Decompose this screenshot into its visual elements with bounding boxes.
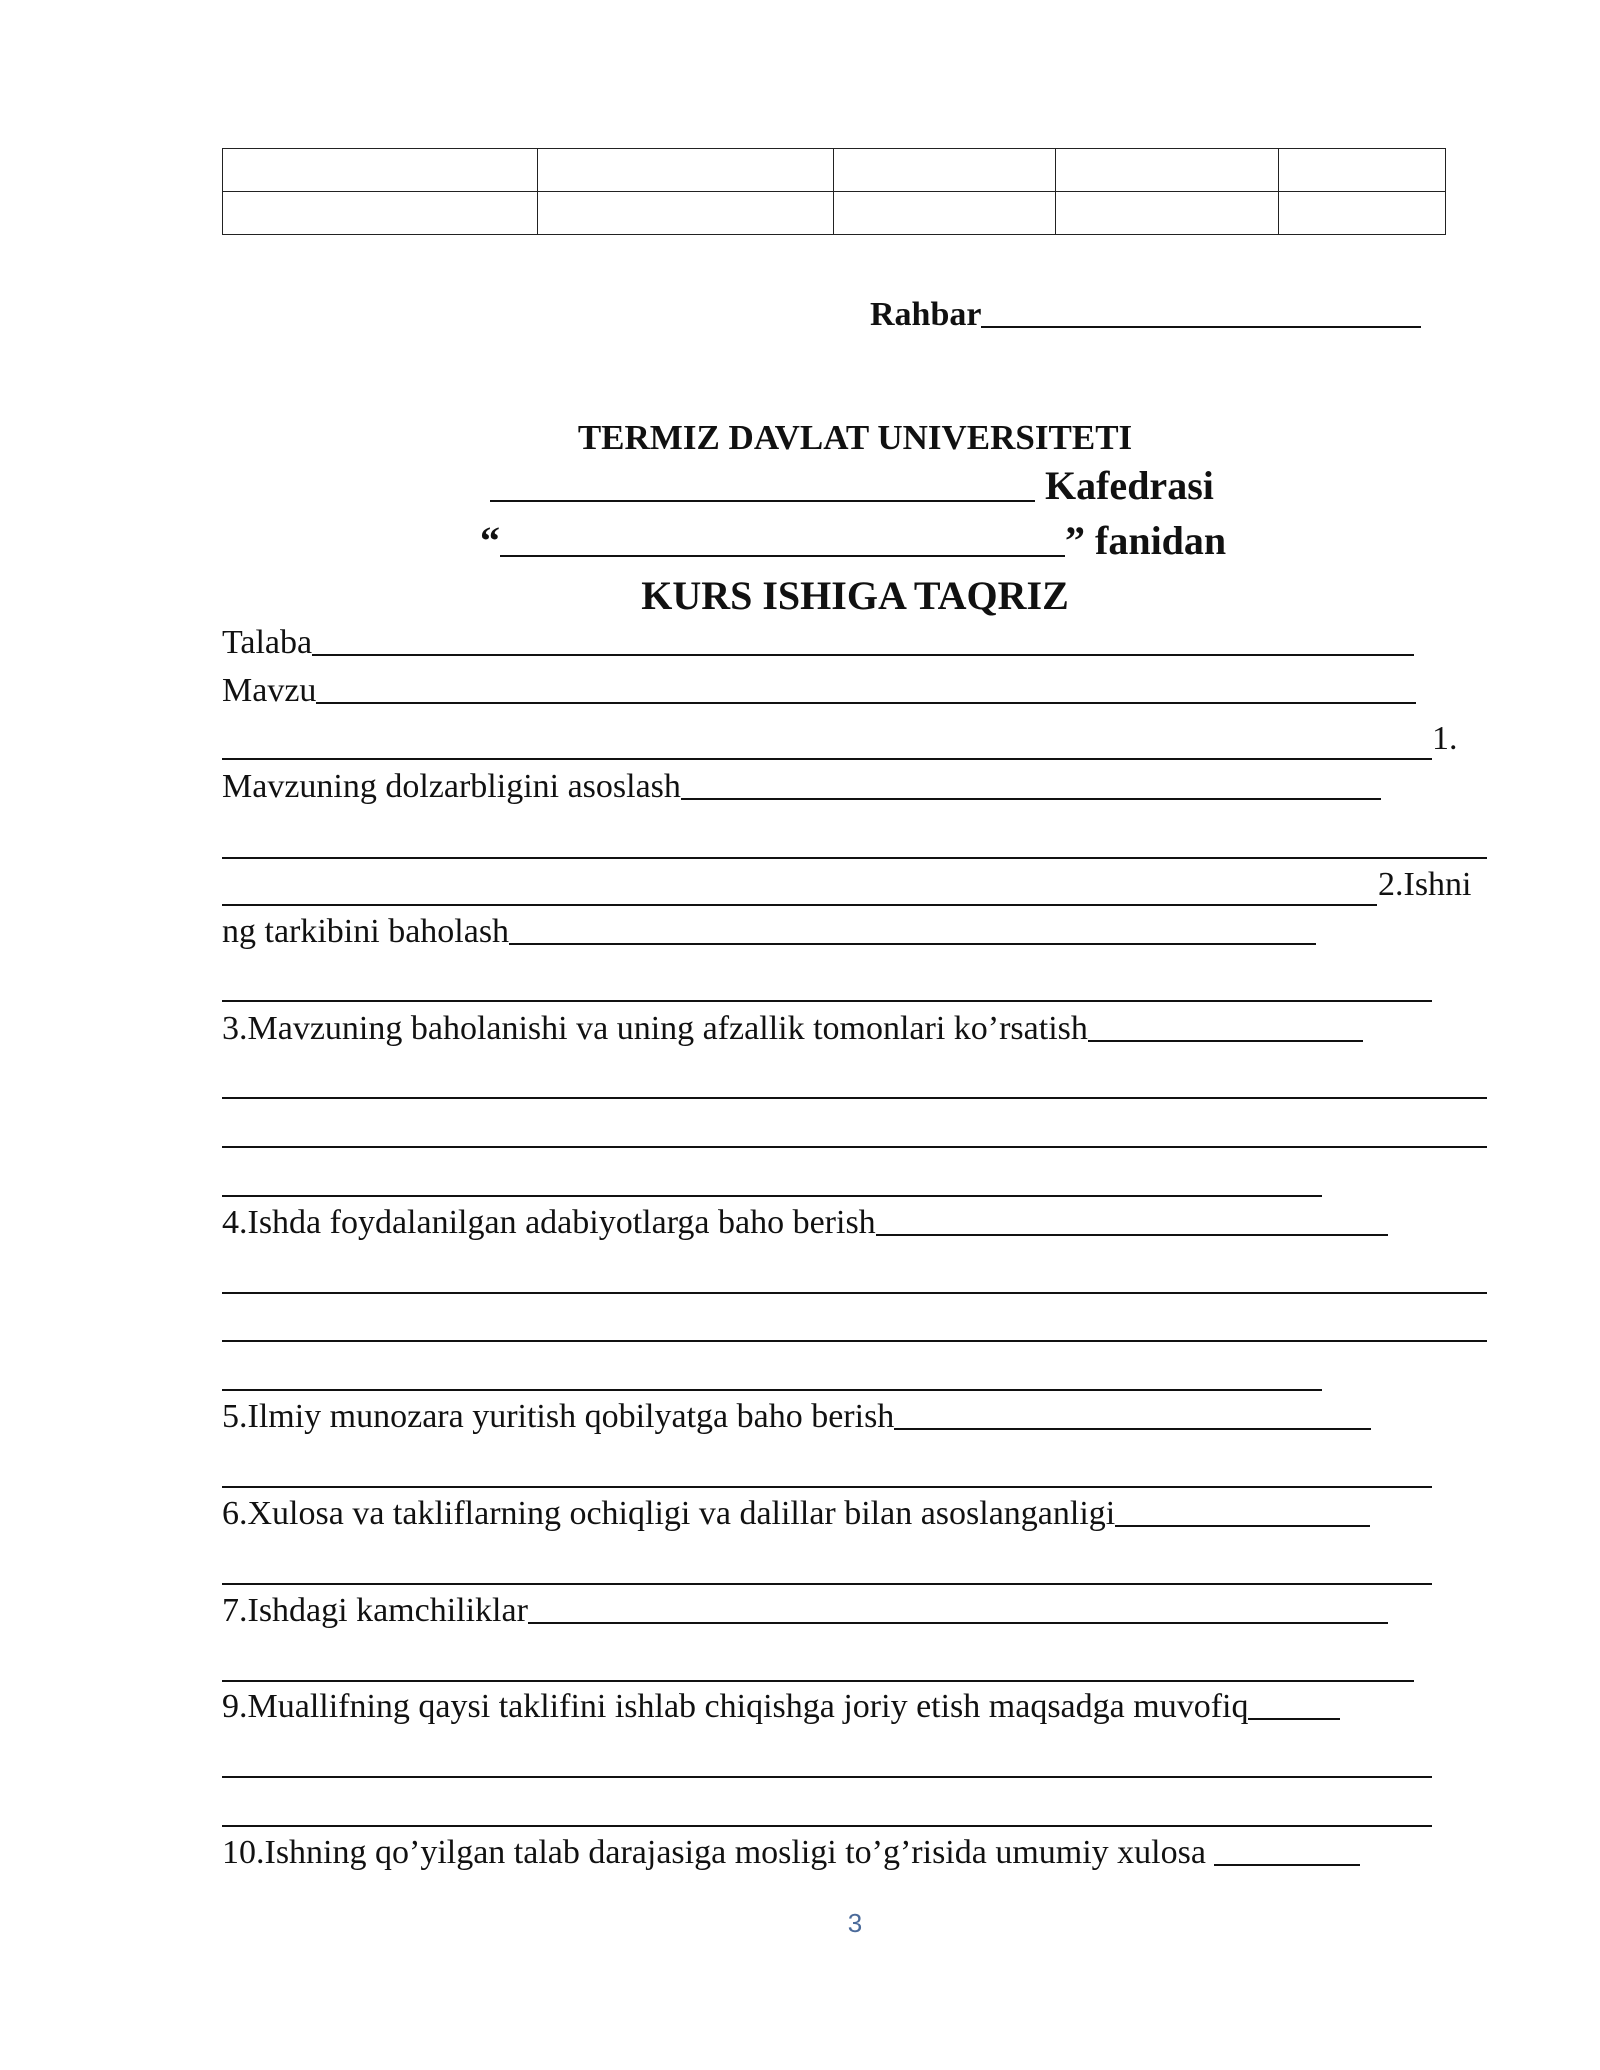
item4-line xyxy=(222,1204,1388,1242)
answer-line[interactable] xyxy=(222,1195,1322,1197)
subject-open-quote: “ xyxy=(480,518,500,563)
answer-line[interactable] xyxy=(222,1000,1432,1002)
student-field xyxy=(222,624,1414,662)
answer-line[interactable] xyxy=(222,1389,1322,1391)
item9-label: 9.Muallifning qaysi taklifini ishlab chiqishga joriy etish maqsadga muvofiq xyxy=(222,1688,1249,1725)
item7-line xyxy=(222,1592,1388,1630)
item10-blank[interactable] xyxy=(1214,1863,1360,1866)
topic-label: Mavzu xyxy=(222,672,317,709)
item4-blank[interactable] xyxy=(876,1233,1388,1236)
item1-line xyxy=(222,768,1381,806)
item6-line xyxy=(222,1495,1370,1533)
table-cell[interactable] xyxy=(1278,149,1445,192)
supervisor-label: Rahbar xyxy=(870,296,982,333)
answer-line[interactable] xyxy=(222,904,1377,906)
table-cell[interactable] xyxy=(223,149,538,192)
item7-label: 7.Ishdagi kamchiliklar xyxy=(222,1592,528,1629)
answer-line[interactable] xyxy=(222,1825,1432,1827)
department-suffix: Kafedrasi xyxy=(1045,463,1214,508)
department-blank[interactable] xyxy=(490,499,1035,502)
item2-label: ng tarkibini baholash xyxy=(222,913,510,950)
answer-line[interactable] xyxy=(222,857,1487,859)
item6-blank[interactable] xyxy=(1115,1524,1370,1527)
item9-blank[interactable] xyxy=(1248,1717,1340,1720)
item2-line xyxy=(222,913,1316,951)
item2-number: 2.Ishni xyxy=(1378,866,1472,903)
table-row xyxy=(223,192,1446,235)
subject-line xyxy=(480,517,1226,564)
item3-label: 3.Mavzuning baholanishi va uning afzallik tomonlari ko’rsatish xyxy=(222,1010,1088,1047)
supervisor-signature-line xyxy=(870,296,1421,334)
table-cell[interactable] xyxy=(223,192,538,235)
answer-line[interactable] xyxy=(222,1776,1432,1778)
item3-blank[interactable] xyxy=(1088,1039,1363,1042)
answer-line[interactable] xyxy=(222,758,1432,760)
supervisor-signature-blank[interactable] xyxy=(981,325,1421,328)
topic-field xyxy=(222,672,1416,710)
table-cell[interactable] xyxy=(538,149,834,192)
subject-suffix: ” fanidan xyxy=(1065,518,1227,563)
student-label: Talaba xyxy=(222,624,313,661)
answer-line[interactable] xyxy=(222,1680,1414,1682)
answer-line[interactable] xyxy=(222,1146,1487,1148)
answer-line[interactable] xyxy=(222,1486,1432,1488)
answer-line[interactable] xyxy=(222,1583,1432,1585)
department-line xyxy=(490,462,1214,509)
page-number: 3 xyxy=(847,1908,863,1938)
table-cell[interactable] xyxy=(538,192,834,235)
item5-label: 5.Ilmiy munozara yuritish qobilyatga baho berish xyxy=(222,1398,895,1435)
university-name: TERMIZ DAVLAT UNIVERSITETI xyxy=(577,418,1133,457)
answer-line[interactable] xyxy=(222,1292,1487,1294)
document-title: KURS ISHIGA TAQRIZ xyxy=(641,573,1069,618)
item1-blank[interactable] xyxy=(681,797,1381,800)
item10-line xyxy=(222,1834,1360,1872)
item5-blank[interactable] xyxy=(894,1427,1371,1430)
item5-line xyxy=(222,1398,1371,1436)
table-cell[interactable] xyxy=(833,149,1055,192)
item9-line xyxy=(222,1688,1340,1726)
item2-blank[interactable] xyxy=(509,942,1316,945)
student-blank[interactable] xyxy=(312,653,1414,656)
table-cell[interactable] xyxy=(1056,149,1278,192)
topic-blank[interactable] xyxy=(316,701,1416,704)
item1-label: Mavzuning dolzarbligini asoslash xyxy=(222,768,681,805)
item7-blank[interactable] xyxy=(528,1621,1388,1624)
table-cell[interactable] xyxy=(833,192,1055,235)
table-row xyxy=(223,149,1446,192)
item1-number: 1. xyxy=(1432,720,1458,757)
item10-label: 10.Ishning qo’yilgan talab darajasiga mosligi to’g’risida umumiy xulosa xyxy=(222,1834,1206,1871)
answer-line[interactable] xyxy=(222,1340,1487,1342)
subject-blank[interactable] xyxy=(500,554,1065,557)
item3-line xyxy=(222,1010,1363,1048)
table-cell[interactable] xyxy=(1278,192,1445,235)
item4-label: 4.Ishda foydalanilgan adabiyotlarga baho berish xyxy=(222,1204,876,1241)
blank-grading-table xyxy=(222,148,1446,235)
table-cell[interactable] xyxy=(1056,192,1278,235)
answer-line[interactable] xyxy=(222,1097,1487,1099)
item6-label: 6.Xulosa va takliflarning ochiqligi va dalillar bilan asoslanganligi xyxy=(222,1495,1116,1532)
